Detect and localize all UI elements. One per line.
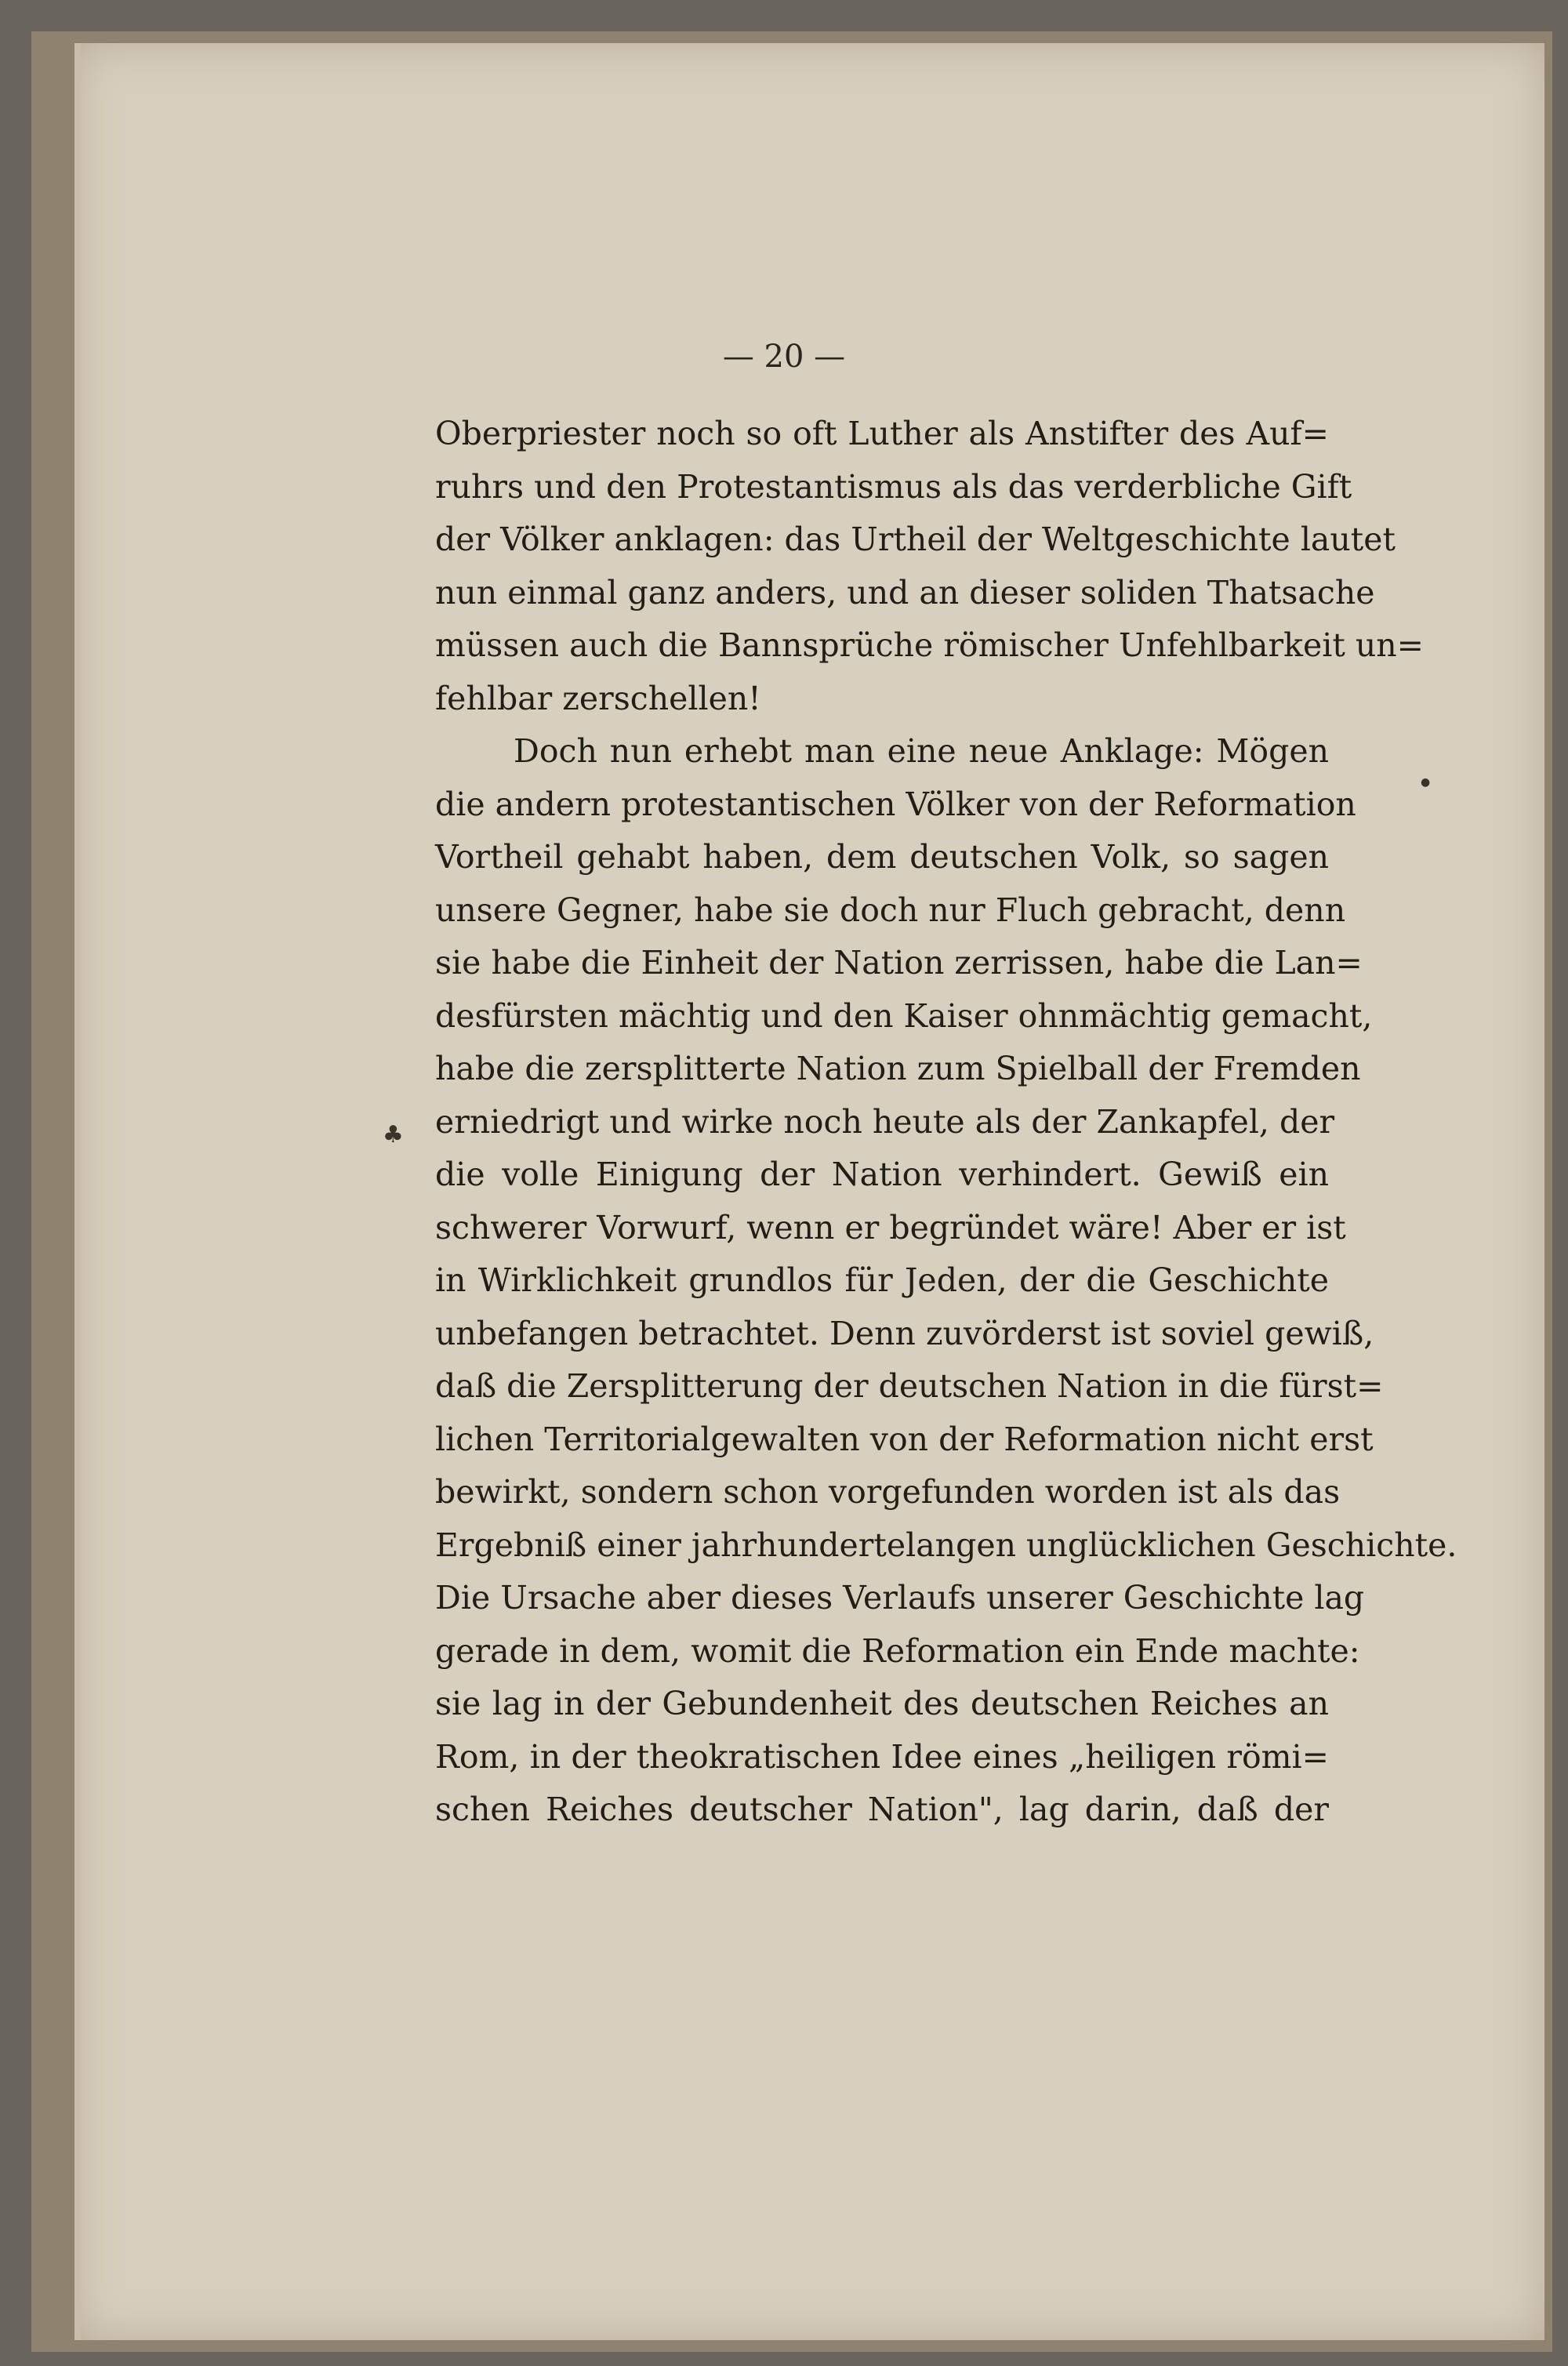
- text-line: desfürsten mächtig und den Kaiser ohnmächtig gemacht,: [435, 996, 1373, 1035]
- text-line: müssen auch die Bannsprüche römischer Unfehlbarkeit un=: [435, 626, 1424, 664]
- text-line: Vortheil gehabt haben, dem deutschen Volk, so sagen: [435, 838, 1329, 876]
- page-left-edge: [74, 43, 81, 2340]
- text-line: unsere Gegner, habe sie doch nur Fluch gebracht, denn: [435, 891, 1346, 929]
- text-line: schwerer Vorwurf, wenn er begründet wäre! Aber er ist: [435, 1208, 1346, 1247]
- text-line: Oberpriester noch so oft Luther als Anstifter des Auf=: [435, 415, 1329, 452]
- text-line: der Völker anklagen: das Urtheil der Weltgeschichte lautet: [435, 521, 1396, 558]
- text-line: ruhrs und den Protestantismus als das verderbliche Gift: [435, 467, 1352, 506]
- text-line: fehlbar zerschellen!: [435, 679, 761, 717]
- text-line: Doch nun erhebt man eine neue Anklage: Mögen: [514, 732, 1329, 770]
- page-number: — 20 —: [722, 339, 846, 375]
- ink-blot-mark: ♣: [383, 1121, 404, 1149]
- text-line: erniedrigt und wirke noch heute als der Zankapfel, der: [435, 1102, 1335, 1141]
- text-line: bewirkt, sondern schon vorgefunden worden ist als das: [435, 1473, 1341, 1511]
- text-line: sie lag in der Gebundenheit des deutschen Reiches an: [435, 1685, 1329, 1722]
- text-line: habe die zersplitterte Nation zum Spielball der Fremden: [435, 1050, 1361, 1087]
- text-line: Ergebniß einer jahrhundertelangen unglücklichen Geschichte.: [435, 1526, 1457, 1564]
- ink-speck-mark: ●: [1421, 776, 1431, 789]
- text-line: gerade in dem, womit die Reformation ein Ende machte:: [435, 1631, 1360, 1670]
- text-line: daß die Zersplitterung der deutschen Nation in die fürst=: [435, 1367, 1384, 1405]
- text-line: lichen Territorialgewalten von der Reformation nicht erst: [435, 1420, 1374, 1458]
- text-line: die andern protestantischen Völker von der Reformation: [435, 785, 1356, 823]
- text-line: die volle Einigung der Nation verhindert. Gewiß ein: [435, 1156, 1329, 1193]
- text-line: Die Ursache aber dieses Verlaufs unserer Geschichte lag: [435, 1579, 1365, 1617]
- text-line: in Wirklichkeit grundlos für Jeden, der die Geschichte: [435, 1261, 1329, 1299]
- text-line: schen Reiches deutscher Nation", lag darin, daß der: [435, 1791, 1329, 1828]
- text-line: nun einmal ganz anders, und an dieser soliden Thatsache: [435, 573, 1375, 611]
- text-line: Rom, in der theokratischen Idee eines „heiligen römi=: [435, 1737, 1329, 1776]
- body-text: [435, 408, 1457, 1837]
- text-line: sie habe die Einheit der Nation zerrissen, habe die Lan=: [435, 944, 1363, 982]
- text-line: unbefangen betrachtet. Denn zuvörderst ist soviel gewiß,: [435, 1314, 1374, 1352]
